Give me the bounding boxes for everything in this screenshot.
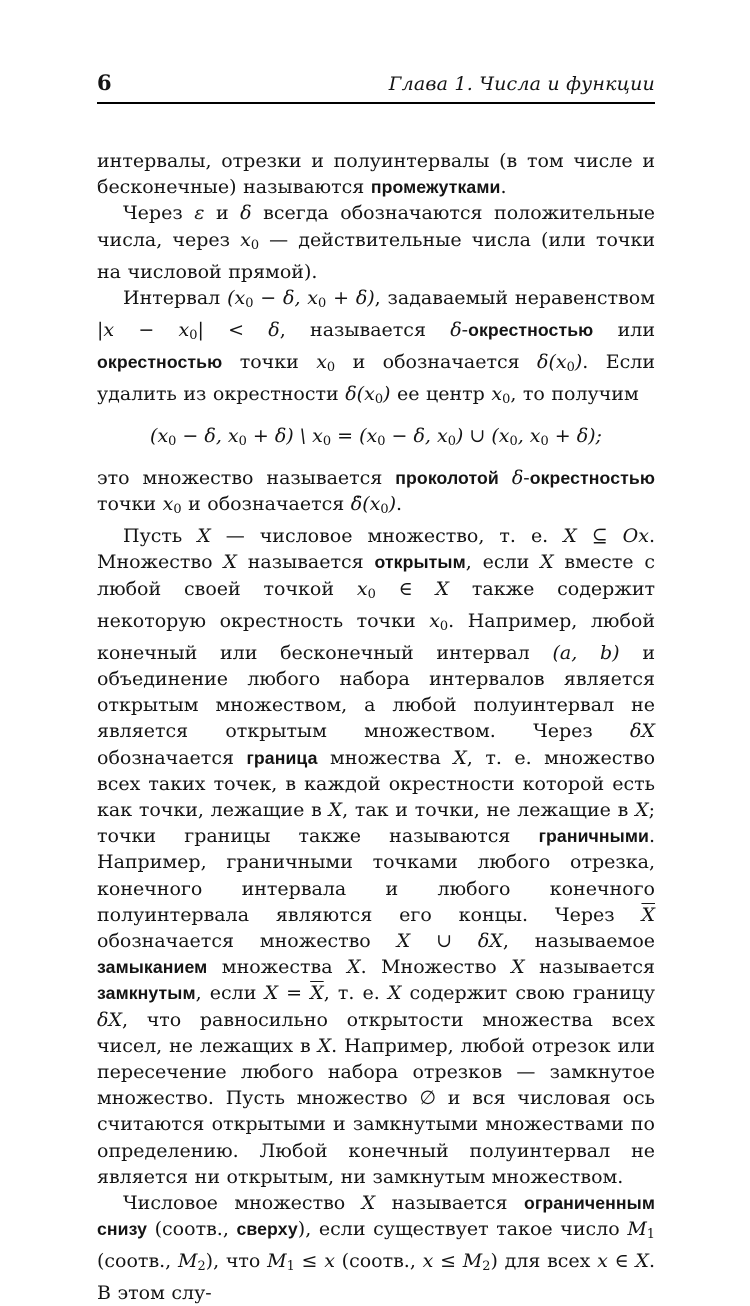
page-number: 6 — [97, 70, 112, 95]
paragraph: Интервал ($x_0 - \delta$, $x_0 + \delta$), задаваемый неравенством $|x - x_0| < \delta$, называется δ-окрестностью или окрестностью точки $x_0$ и обозначается $\delta(x_0)$. Если удалить из окрестности $\delta(x_0)$ ее центр $x_0$, то получим — [97, 286, 655, 407]
header-rule — [97, 102, 655, 104]
paragraph: интервалы, отрезки и полуинтервалы (в том числе и бесконечные) называются промежутками. — [97, 150, 655, 199]
paragraph: Пусть X — числовое множество, т. е. X ⊆ Ox. Множество X называется открытым, если X вместе с любой своей точкой $x_0$ ∈ X также содержит некоторую окрестность точки $x_0$. Например, любой конечный или бесконечный интервал (a, b) и объединение любого набора интервалов является открытым множеством, а любой полуинтервал не является открытым множеством. Через δX обозначается граница множества X, т. е. множество всех таких точек, в каждой окрестности которой есть как точки, лежащие в X, так и точки, не лежащие в X; точки границы также называются граничными. Например, граничными точками любого отрезка, конечного интервала и любого конечного полуинтервала являются его концы. Через $\overline{X}$ обозначается множество X ∪ δX, называемое замыканием множества X. Множество X называется замкнутым, если $X = \overline{X}$, т. е. X содержит свою границу δX, что равносильно открытости множества всех чисел, не лежащих в X. Например, любой отрезок или пересечение любого набора отрезков — замкнутое множество. Пусть множество ∅ и вся числовая ось считаются открытыми и замкнутыми множествами по определению. Любой конечный полуинтервал не является ни открытым, ни замкнутым множеством. — [97, 525, 656, 1188]
display-formula: ($x_0 - \delta$, $x_0 + \delta$) \ $x_0 = (x_0 - \delta$, $x_0$) ∪ ($x_0$, $x_0 + \delta$); — [150, 424, 602, 449]
chapter-title: Глава 1. Числа и функции — [388, 73, 655, 95]
page-header — [97, 70, 655, 95]
paragraph: Числовое множество X называется ограниченным снизу (соотв., сверху), если существует такое число $M_1$ (соотв., $M_2$), что $M_1 \le x$ (соотв., $x \le M_2$) для всех x ∈ X. В этом слу- — [97, 1191, 655, 1305]
paragraph: Через ε и δ всегда обозначаются положительные числа, через $x_0$ — действительные числа (или точки на числовой прямой). — [97, 202, 655, 283]
paragraph: это множество называется проколотой δ-окрестностью точки $x_0$ и обозначается $\deltȧ(x_0)$. — [97, 467, 655, 518]
page-body — [97, 148, 655, 1306]
